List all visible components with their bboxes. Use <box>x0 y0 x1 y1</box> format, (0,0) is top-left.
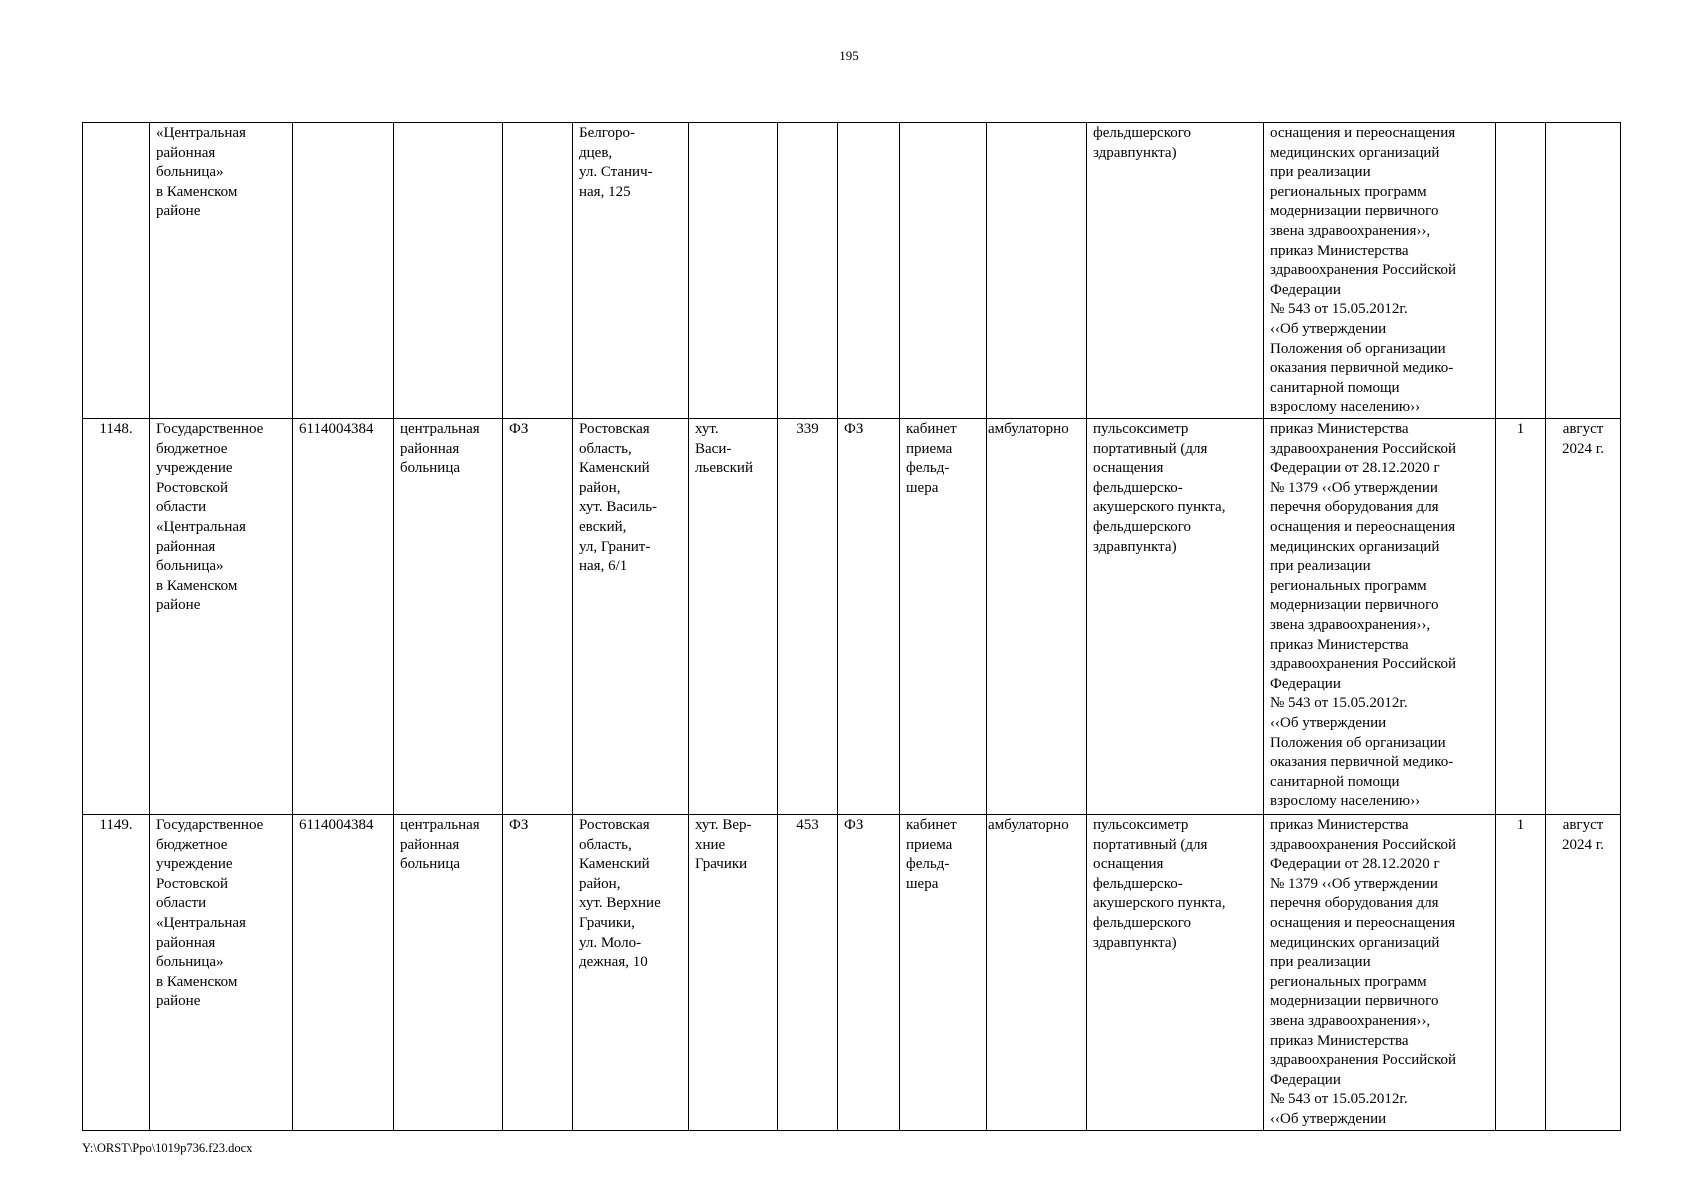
facility-type-cell <box>394 123 503 419</box>
equipment-cell: фельдшерского здравпункта) <box>1087 123 1264 419</box>
funding-cell: ФЗ <box>503 419 573 815</box>
inn-cell: 6114004384 <box>293 815 394 1131</box>
deadline-cell: август 2024 г. <box>1546 815 1621 1131</box>
organization-cell: Государственное бюджетное учреждение Ростовской области «Центральная районная больница» в Каменском районе <box>150 419 293 815</box>
care-mode-cell <box>987 123 1087 419</box>
equipment-table <box>82 122 1621 1131</box>
population-cell <box>778 123 838 419</box>
deadline-cell: август 2024 г. <box>1546 419 1621 815</box>
unit-type-cell <box>838 123 900 419</box>
facility-type-cell: центральная районная больница <box>394 419 503 815</box>
row-number-cell <box>83 123 150 419</box>
settlement-cell <box>689 123 778 419</box>
row-number-cell: 1148. <box>83 419 150 815</box>
unit-type-cell: ФЗ <box>838 815 900 1131</box>
legal-basis-cell: приказ Министерства здравоохранения Российской Федерации от 28.12.2020 г № 1379 ‹‹Об утверждении перечня оборудования для оснащения и переоснащения медицинских организаций при реализации региональных программ модернизации первичного звена здравоохранения››, приказ Министерства здравоохранения Российской Федерации № 543 от 15.05.2012г. ‹‹Об утверждении <box>1264 815 1496 1131</box>
equipment-cell: пульсоксиметр портативный (для оснащения фельдшерско- акушерского пункта, фельдшерского здравпункта) <box>1087 815 1264 1131</box>
page-number: 195 <box>839 48 859 63</box>
table-row <box>83 123 1621 419</box>
settlement-cell: хут. Васи- льевский <box>689 419 778 815</box>
footer-file-path: Y:\ORST\Ppo\1019p736.f23.docx <box>82 1141 253 1155</box>
department-cell: кабинет приема фельд- шера <box>900 815 987 1131</box>
address-cell: Ростовская область, Каменский район, хут. Василь- евский, ул, Гранит- ная, 6/1 <box>573 419 689 815</box>
care-mode-cell: амбулаторно <box>987 419 1087 815</box>
department-cell <box>900 123 987 419</box>
department-cell: кабинет приема фельд- шера <box>900 419 987 815</box>
table-row <box>83 815 1621 1131</box>
settlement-cell: хут. Вер- хние Грачики <box>689 815 778 1131</box>
inn-cell: 6114004384 <box>293 419 394 815</box>
deadline-cell <box>1546 123 1621 419</box>
population-cell: 339 <box>778 419 838 815</box>
legal-basis-cell: оснащения и переоснащения медицинских организаций при реализации региональных программ модернизации первичного звена здравоохранения››, приказ Министерства здравоохранения Российской Федерации № 543 от 15.05.2012г. ‹‹Об утверждении Положения об организации оказания первичной медико- санитарной помощи взрослому населению›› <box>1264 123 1496 419</box>
organization-cell: «Центральная районная больница» в Каменском районе <box>150 123 293 419</box>
address-cell: Ростовская область, Каменский район, хут. Верхние Грачики, ул. Моло- дежная, 10 <box>573 815 689 1131</box>
equipment-cell: пульсоксиметр портативный (для оснащения фельдшерско- акушерского пункта, фельдшерского здравпункта) <box>1087 419 1264 815</box>
unit-type-cell: ФЗ <box>838 419 900 815</box>
table-row <box>83 419 1621 815</box>
inn-cell <box>293 123 394 419</box>
quantity-cell: 1 <box>1496 419 1546 815</box>
care-mode-cell: амбулаторно <box>987 815 1087 1131</box>
row-number-cell: 1149. <box>83 815 150 1131</box>
organization-cell: Государственное бюджетное учреждение Ростовской области «Центральная районная больница» в Каменском районе <box>150 815 293 1131</box>
address-cell: Белгоро- дцев, ул. Станич- ная, 125 <box>573 123 689 419</box>
quantity-cell <box>1496 123 1546 419</box>
population-cell: 453 <box>778 815 838 1131</box>
quantity-cell: 1 <box>1496 815 1546 1131</box>
legal-basis-cell: приказ Министерства здравоохранения Российской Федерации от 28.12.2020 г № 1379 ‹‹Об утверждении перечня оборудования для оснащения и переоснащения медицинских организаций при реализации региональных программ модернизации первичного звена здравоохранения››, приказ Министерства здравоохранения Российской Федерации № 543 от 15.05.2012г. ‹‹Об утверждении Положения об организации оказания первичной медико- санитарной помощи взрослому населению›› <box>1264 419 1496 815</box>
facility-type-cell: центральная районная больница <box>394 815 503 1131</box>
funding-cell <box>503 123 573 419</box>
funding-cell: ФЗ <box>503 815 573 1131</box>
